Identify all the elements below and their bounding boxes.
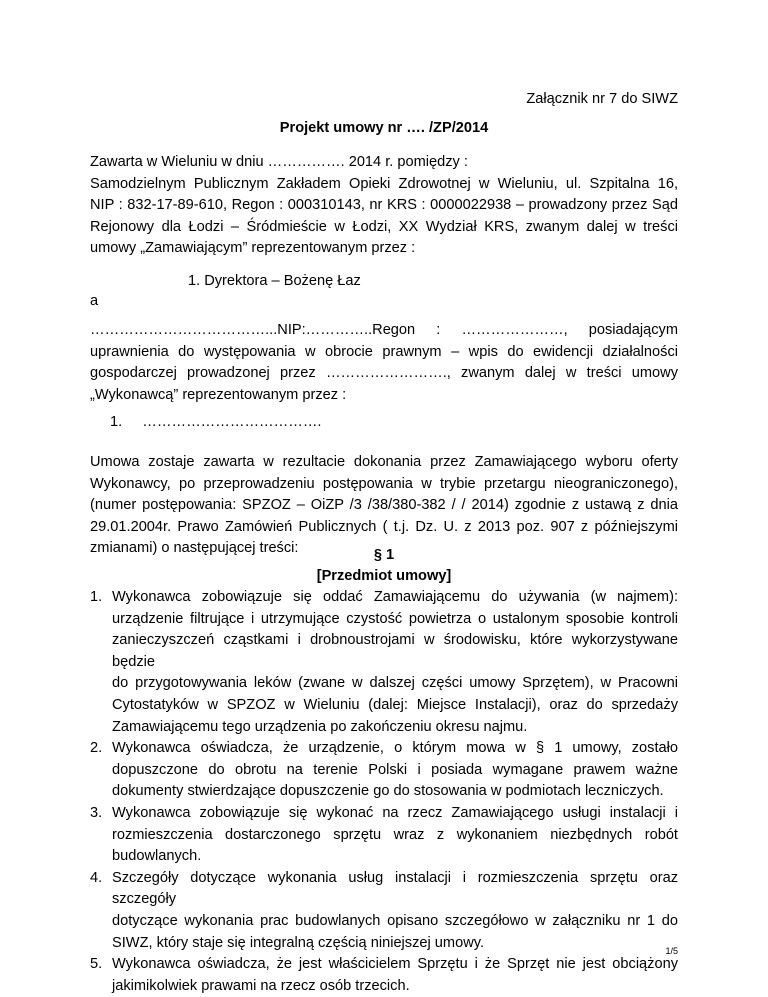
clause-number: 4. bbox=[90, 869, 103, 886]
intro-line: Samodzielnym Publicznym Zakładem Opieki Zdrowotnej w Wieluniu, ul. Szpitalna 16, bbox=[90, 175, 678, 192]
employer-representative: 1. Dyrektora – Bożenę Łaz bbox=[188, 273, 361, 289]
page-number: 1/5 bbox=[665, 946, 678, 956]
contractor-representative-value: ………………………………. bbox=[142, 414, 322, 430]
clause-list bbox=[90, 587, 678, 997]
clause-line: dokumenty stwierdzające dopuszczenie go do stosowania w podmiotach leczniczych. bbox=[112, 783, 664, 800]
contractor-representative bbox=[110, 412, 321, 434]
contractor-representative-num: 1. bbox=[110, 414, 123, 430]
contract-title: Projekt umowy nr …. /ZP/2014 bbox=[279, 120, 489, 136]
preamble-line: Wykonawcy, po przeprowadzeniu postępowania w trybie przetargu nieograniczonego), bbox=[90, 475, 678, 492]
clause-line: Wykonawca zobowiązuje się oddać Zamawiającemu do używania (w najmem): bbox=[112, 589, 678, 605]
clause-line: jakimikolwiek prawami na rzecz osób trzecich. bbox=[112, 977, 410, 994]
clause-line: budowlanych. bbox=[112, 848, 202, 865]
clause-number: 5. bbox=[90, 956, 103, 973]
clause-line: do przygotowywania leków (zwane w dalszej części umowy Sprzętem), w Pracowni bbox=[112, 675, 678, 692]
intro-line: NIP : 832-17-89-610, Regon : 000310143, nr KRS : 0000022938 – prowadzony przez Sąd bbox=[90, 197, 678, 214]
clause-item bbox=[90, 738, 678, 803]
clause-number: 1. bbox=[90, 589, 103, 605]
clause-item bbox=[90, 803, 678, 868]
annex-label: Załącznik nr 7 do SIWZ bbox=[526, 91, 678, 107]
clause-line: SIWZ, który staje się integralną częścią niniejszej umowy. bbox=[112, 934, 485, 951]
preamble-paragraph bbox=[90, 452, 678, 560]
contractor-paragraph bbox=[90, 320, 678, 406]
clause-line: rozmieszczenia dostarczonego sprzętu wraz z wykonaniem niezbędnych robót bbox=[112, 826, 678, 843]
clause-line: Wykonawca zobowiązuje się wykonać na rzecz Zamawiającego usługi instalacji i bbox=[112, 804, 678, 821]
clause-line: Wykonawca oświadcza, że jest właścicielem Sprzętu i że Sprzęt nie jest obciążony bbox=[112, 956, 678, 973]
clause-line: Cytostatyków w SPZOZ w Wieluniu (dalej: Miejsce Instalacji), oraz do sprzedaży bbox=[112, 696, 678, 713]
contractor-line: gospodarczej prowadzonej przez ……………………., zwanym dalej w treści umowy bbox=[90, 365, 678, 382]
clause-line: Zamawiającemu tego urządzenia po zakończeniu okresu najmu. bbox=[112, 718, 528, 735]
contractor-line: uprawnienia do występowania w obrocie prawnym – wpis do ewidencji działalności bbox=[90, 343, 678, 360]
intro-paragraph bbox=[90, 152, 678, 260]
clause-line: zanieczyszczeń cząstkami i drobnoustrojami w środowisku, które wykorzystywane będzie bbox=[112, 632, 678, 670]
document-page bbox=[90, 0, 678, 994]
clause-line: Szczegóły dotyczące wykonania usług instalacji i rozmieszczenia sprzętu oraz szczegóły bbox=[112, 869, 678, 908]
preamble-line: 29.01.2004r. Prawo Zamówień Publicznych ( t.j. Dz. U. z 2013 poz. 907 z późniejszymi bbox=[90, 518, 678, 535]
preamble-line: Umowa zostaje zawarta w rezultacie dokonania przez Zamawiającego wyboru oferty bbox=[90, 454, 678, 470]
intro-line: umowy „Zamawiającym” reprezentowanym przez : bbox=[90, 240, 416, 257]
clause-line: Wykonawca oświadcza, że urządzenie, o którym mowa w § 1 umowy, zostało bbox=[112, 740, 678, 757]
intro-line: Zawarta w Wieluniu w dniu ……………. 2014 r. pomiędzy : bbox=[90, 154, 468, 170]
intro-line: Rejonowy dla Łodzi – Śródmieście w Łodzi, XX Wydział KRS, zwanym dalej w treści bbox=[90, 218, 678, 235]
clause-item bbox=[90, 954, 678, 997]
preamble-line: zmianami) o następującej treści: bbox=[90, 540, 299, 557]
clause-number: 3. bbox=[90, 804, 103, 821]
clause-line: dopuszczone do obrotu na terenie Polski i posiada wymagane prawem ważne bbox=[112, 761, 678, 778]
clause-item bbox=[90, 587, 678, 738]
contractor-line: „Wykonawcą” reprezentowanym przez : bbox=[90, 386, 347, 403]
clause-line: dotyczące wykonania prac budowlanych opisano szczegółowo w załączniku nr 1 do bbox=[112, 912, 678, 929]
clause-number: 2. bbox=[90, 740, 103, 757]
preamble-line: (numer postępowania: SPZOZ – OiZP /3 /38/380-382 / / 2014) zgodnie z ustawą z dnia bbox=[90, 497, 678, 514]
clause-item bbox=[90, 868, 678, 954]
section-symbol: § 1 bbox=[373, 547, 395, 563]
clause-line: urządzenie filtrujące i utrzymujące czystość powietrza o ustalonym sposobie kontroli bbox=[112, 610, 678, 627]
contractor-line: ………………………………...NIP:…………..Regon : …………………, posiadającym bbox=[90, 322, 678, 338]
conjunction-a: a bbox=[90, 293, 99, 309]
section-heading: [Przedmiot umowy] bbox=[316, 568, 452, 584]
